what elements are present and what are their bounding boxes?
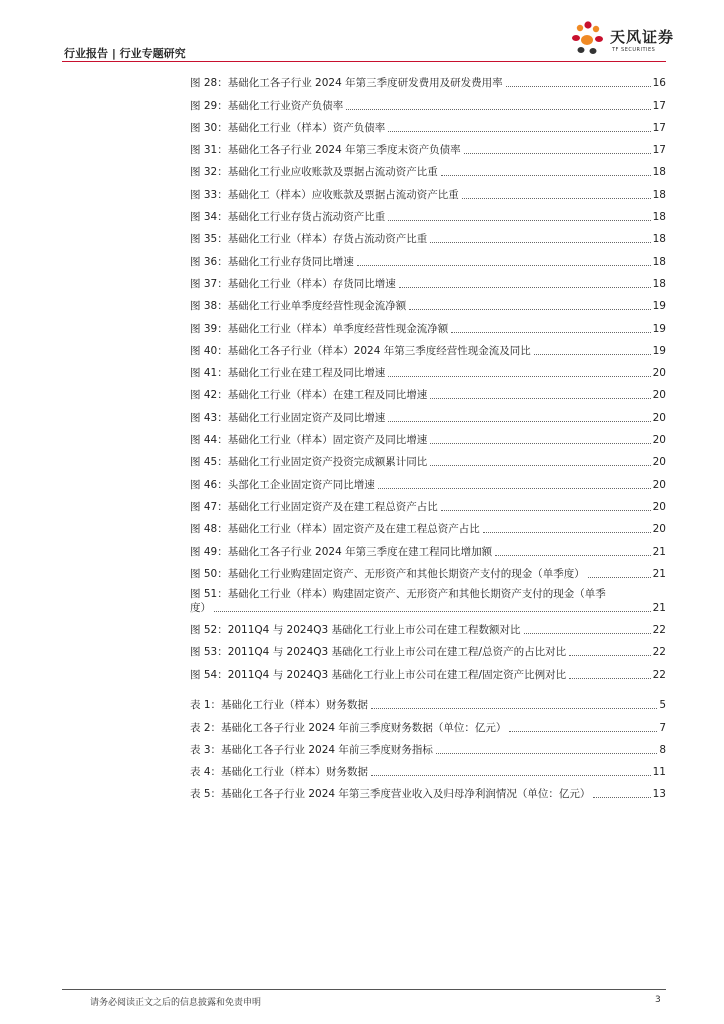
toc-entry-fig32[interactable]: 图 32：基础化工行业应收账款及票据占流动资产比重 18	[190, 166, 666, 179]
toc-entry-fig41[interactable]: 图 41：基础化工行业在建工程及同比增速 20	[190, 367, 666, 380]
page-number: 3	[655, 995, 661, 1005]
company-logo	[566, 20, 676, 60]
toc-entry-fig50[interactable]: 图 50：基础化工行业购建固定资产、无形资产和其他长期资产支付的现金（单季度） 21	[190, 567, 666, 580]
toc-entry-fig53[interactable]: 图 53：2011Q4 与 2024Q3 基础化工行业上市公司在建工程/总资产的占比对比 22	[190, 646, 666, 659]
toc-entry-fig40[interactable]: 图 40：基础化工各子行业（样本）2024 年第三季度经营性现金流及同比 19	[190, 344, 666, 357]
toc-entry-fig30[interactable]: 图 30：基础化工行业（样本）资产负债率 17	[190, 121, 666, 134]
logo-name: 天风证券	[610, 28, 675, 46]
table-list	[190, 690, 666, 801]
report-section-label: 行业报告 | 行业专题研究	[64, 47, 186, 60]
logo-flower-icon	[566, 20, 610, 60]
toc-entry-fig33[interactable]: 图 33：基础化工（样本）应收账款及票据占流动资产比重 18	[190, 188, 666, 201]
toc-entry-fig34[interactable]: 图 34：基础化工行业存货占流动资产比重 18	[190, 211, 666, 224]
toc-entry-fig49[interactable]: 图 49：基础化工各子行业 2024 年第三季度在建工程同比增加额 21	[190, 545, 666, 558]
toc-entry-fig36[interactable]: 图 36：基础化工行业存货同比增速 18	[190, 255, 666, 268]
header-divider	[62, 61, 666, 62]
toc-entry-fig44[interactable]: 图 44：基础化工行业（样本）固定资产及同比增速 20	[190, 434, 666, 447]
toc-entry-fig43[interactable]: 图 43：基础化工行业固定资产及同比增速 20	[190, 411, 666, 424]
toc-entry-table5[interactable]: 表 5：基础化工各子行业 2024 年第三季度营业收入及归母净利润情况（单位：亿元） 13	[190, 788, 666, 801]
toc-entry-fig48[interactable]: 图 48：基础化工行业（样本）固定资产及在建工程总资产占比 20	[190, 523, 666, 536]
toc-entry-table3[interactable]: 表 3：基础化工各子行业 2024 年前三季度财务指标 8	[190, 743, 666, 756]
toc-entry-fig31[interactable]: 图 31：基础化工各子行业 2024 年第三季度末资产负债率 17	[190, 144, 666, 157]
toc-entry-fig28[interactable]: 图 28：基础化工各子行业 2024 年第三季度研发费用及研发费用率 16	[190, 77, 666, 90]
toc-entry-table4[interactable]: 表 4：基础化工行业（样本）财务数据 11	[190, 766, 666, 779]
toc-entry-fig47[interactable]: 图 47：基础化工行业固定资产及在建工程总资产占比 20	[190, 500, 666, 513]
toc-entry-fig39[interactable]: 图 39：基础化工行业（样本）单季度经营性现金流净额 19	[190, 322, 666, 335]
footer-disclaimer: 请务必阅读正文之后的信息披露和免责申明	[90, 998, 262, 1008]
toc-entry-fig52[interactable]: 图 52：2011Q4 与 2024Q3 基础化工行业上市公司在建工程数额对比 22	[190, 624, 666, 637]
toc-entry-fig35[interactable]: 图 35：基础化工行业（样本）存货占流动资产比重 18	[190, 233, 666, 246]
toc-entry-table1[interactable]: 表 1：基础化工行业（样本）财务数据 5	[190, 699, 666, 712]
toc-entry-fig37[interactable]: 图 37：基础化工行业（样本）存货同比增速 18	[190, 277, 666, 290]
toc-entry-fig42[interactable]: 图 42：基础化工行业（样本）在建工程及同比增速 20	[190, 389, 666, 402]
toc-entry-fig45[interactable]: 图 45：基础化工行业固定资产投资完成额累计同比 20	[190, 456, 666, 469]
toc-entry-table2[interactable]: 表 2：基础化工各子行业 2024 年前三季度财务数据（单位：亿元） 7	[190, 721, 666, 734]
logo-subtitle: TF SECURITIES	[612, 47, 656, 53]
footer-divider	[62, 989, 666, 990]
toc-entry-fig38[interactable]: 图 38：基础化工行业单季度经营性现金流净额 19	[190, 300, 666, 313]
toc-entry-fig46[interactable]: 图 46：头部化工企业固定资产同比增速 20	[190, 478, 666, 491]
toc-entry-fig29[interactable]: 图 29：基础化工行业资产负债率 17	[190, 99, 666, 112]
toc-entry-fig54[interactable]: 图 54：2011Q4 与 2024Q3 基础化工行业上市公司在建工程/固定资产比例对比 22	[190, 668, 666, 681]
figure-list	[190, 68, 666, 682]
toc-entry-fig51[interactable]: 图 51：基础化工行业（样本）购建固定资产、无形资产和其他长期资产支付的现金（单季 度） 21	[190, 587, 666, 614]
